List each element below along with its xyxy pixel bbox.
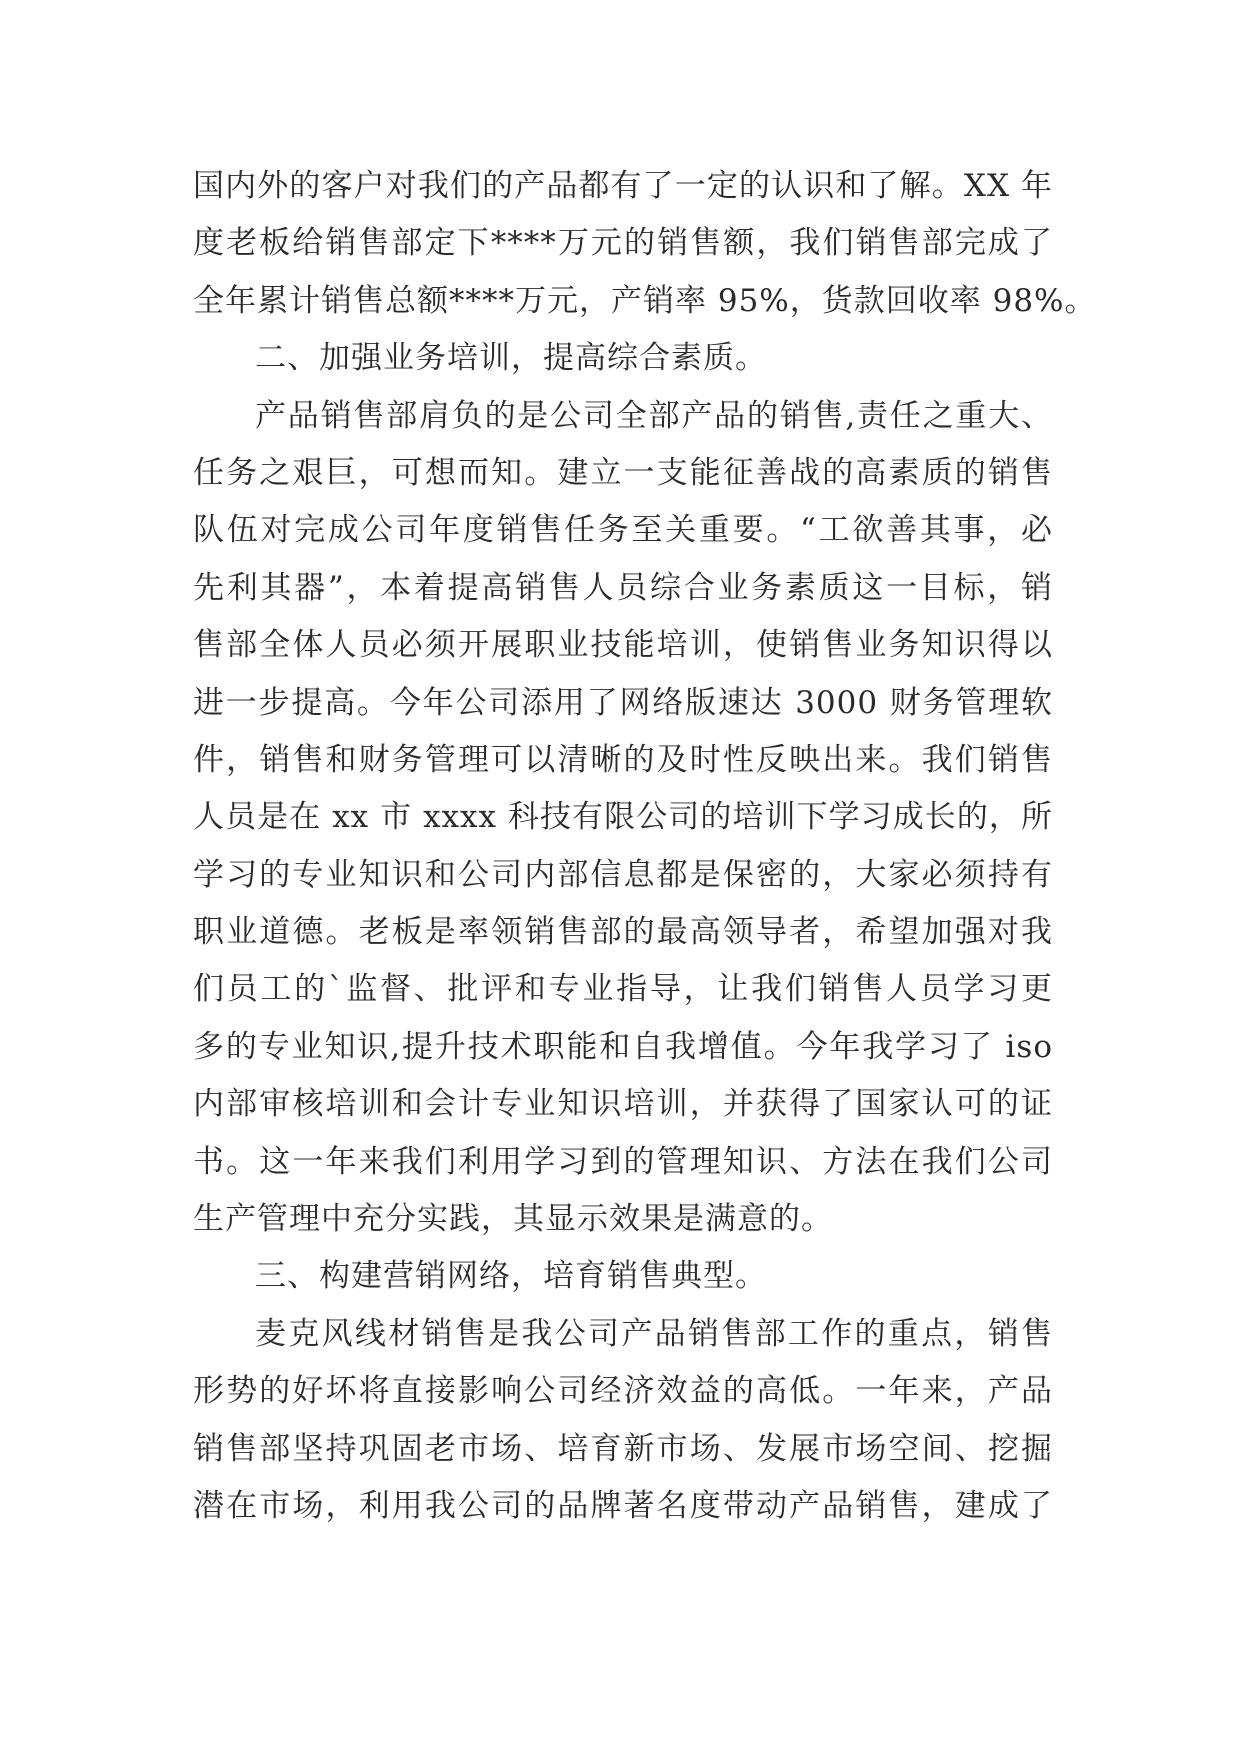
text-line: 形势的好坏将直接影响公司经济效益的高低。一年来，产品 [193, 1373, 1053, 1410]
text-line: 内部审核培训和会计专业知识培训，并获得了国家认可的证 [193, 1086, 1053, 1123]
text-line: 生产管理中充分实践，其显示效果是满意的。 [193, 1201, 833, 1238]
text-line: 度老板给销售部定下****万元的销售额，我们销售部完成了 [193, 225, 1053, 262]
text-line: 售部全体人员必须开展职业技能培训，使销售业务知识得以 [193, 627, 1053, 664]
text-line: 进一步提高。今年公司添用了网络版速达 3000 财务管理软 [193, 684, 1053, 721]
text-line: 学习的专业知识和公司内部信息都是保密的，大家必须持有 [193, 856, 1053, 893]
text-line: 销售部坚持巩固老市场、培育新市场、发展市场空间、挖掘 [193, 1430, 1053, 1467]
text-line: 先利其器”，本着提高销售人员综合业务素质这一目标，销 [193, 569, 1053, 606]
text-line: 人员是在 xx 市 xxxx 科技有限公司的培训下学习成长的，所 [193, 799, 1053, 836]
section-heading: 二、加强业务培训，提高综合素质。 [255, 340, 767, 377]
text-line: 潜在市场，利用我公司的品牌著名度带动产品销售，建成了 [193, 1487, 1053, 1524]
section-heading: 三、构建营销网络，培育销售典型。 [255, 1258, 767, 1295]
text-line: 职业道德。老板是率领销售部的最高领导者，希望加强对我 [193, 914, 1053, 951]
text-line: 任务之艰巨，可想而知。建立一支能征善战的高素质的销售 [193, 454, 1053, 491]
text-line: 全年累计销售总额****万元，产销率 95%，货款回收率 98%。 [193, 282, 1097, 319]
text-line: 件，销售和财务管理可以清晰的及时性反映出来。我们销售 [193, 741, 1053, 778]
document-body [193, 158, 1097, 1535]
text-line: 产品销售部肩负的是公司全部产品的销售,责任之重大、 [255, 397, 1053, 434]
text-line: 书。这一年来我们利用学习到的管理知识、方法在我们公司 [193, 1143, 1053, 1180]
text-line: 们员工的`监督、批评和专业指导，让我们销售人员学习更 [193, 971, 1053, 1008]
text-line: 多的专业知识,提升技术职能和自我增值。今年我学习了 iso [193, 1028, 1053, 1065]
text-line: 国内外的客户对我们的产品都有了一定的认识和了解。XX 年 [193, 168, 1053, 204]
text-line: 麦克风线材销售是我公司产品销售部工作的重点，销售 [255, 1315, 1053, 1352]
text-line: 队伍对完成公司年度销售任务至关重要。“工欲善其事，必 [193, 512, 1053, 549]
